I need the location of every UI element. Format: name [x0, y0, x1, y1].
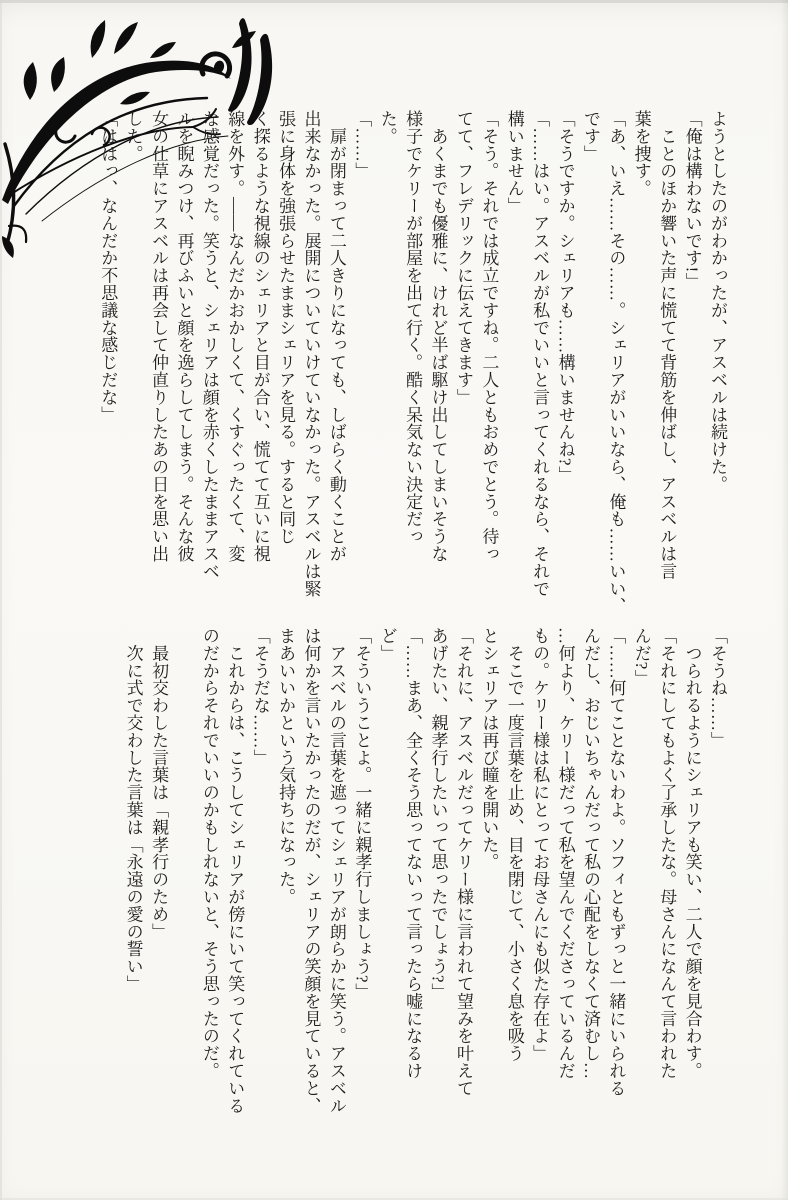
- text-column: 葉を捜す。: [631, 110, 651, 197]
- text-column: く探るような視線のシェリアと目が合い、慌てて互いに視: [250, 110, 270, 563]
- text-column: まあいいかという気持ちになった。: [276, 627, 296, 906]
- text-column: ど」: [377, 627, 397, 662]
- text-column: 「……はい。アスベルが私でいいと言ってくれるなら、それで: [530, 110, 550, 598]
- text-column: 「……何てことないわよ。ソフィともずっと一緒にいられる: [606, 627, 626, 1097]
- text-column: 「そうですか。シェリアも……構いませんね?」: [555, 110, 575, 484]
- text-column: 「あ、いえ……その……。シェリアがいいなら、俺も……いい、: [606, 110, 626, 615]
- text-column: 「そうだな……」: [250, 627, 270, 767]
- text-column: アスベルの言葉を遮ってシェリアが朗らかに笑う。アスベル: [326, 627, 346, 1115]
- text-column: [171, 627, 196, 1132]
- text-column: 女の仕草にアスベルは再会して仲直りしたあの日を思い出: [149, 110, 169, 563]
- text-column: これからは、こうしてシェリアが傍にいて笑ってくれている: [225, 627, 245, 1115]
- text-column: 次に式で交わした言葉は「永遠の愛の誓い」: [123, 627, 143, 993]
- text-column: ルを睨みつけ、再びふいと顔を逸らしてしまう。そんな彼: [174, 110, 194, 563]
- text-column: 「そう。それでは成立ですね。二人ともおめでとう。待っ: [479, 110, 499, 563]
- text-column: 張に身体を強張らせたままシェリアを見る。すると同じ: [276, 110, 296, 545]
- text-column: 様子でケリーが部屋を出て行く。酷く呆気ない決定だっ: [403, 110, 423, 545]
- text-column: 「そういうことよ。一緒に親孝行しましょう?」: [352, 627, 372, 1001]
- text-column: 「それにしてもよく了承したな。母さんになんて言われた: [657, 627, 677, 1080]
- scan-edge-right: [781, 0, 788, 1200]
- text-column: した。: [123, 110, 143, 163]
- text-column: 「それに、アスベルだってケリー様に言われて望みを叶えて: [453, 627, 473, 1097]
- text-column: ことのほか響いた声に慌てて背筋を伸ばし、アスベルは言: [657, 110, 677, 580]
- text-column: …何より、ケリー様だって私を望んでくださっているんだ: [555, 627, 575, 1080]
- text-column: そこで一度言葉を止め、目を閉じて、小さく息を吸う: [504, 627, 524, 1062]
- text-column: てて、フレデリックに伝えてきます」: [453, 110, 473, 406]
- text-column: 出来なかった。展開についていけていなかった。アスベルは緊: [301, 110, 321, 598]
- text-column: です」: [580, 110, 600, 163]
- text-column: つられるようにシェリアも笑い、二人で顔を見合わす。: [682, 627, 702, 1080]
- text-column: 「俺は構わないです!」: [682, 110, 702, 291]
- text-block-lower: [120, 627, 730, 1132]
- text-column: とシェリアは再び瞳を開いた。: [479, 627, 499, 871]
- scan-edge-top: [0, 0, 788, 3]
- text-column: んだ?」: [631, 627, 651, 688]
- text-column: 最初交わした言葉は「親孝行のため」: [149, 627, 169, 941]
- text-block-upper: [95, 110, 730, 615]
- text-column: 「……」: [352, 110, 372, 180]
- text-column: は何かを言いたかったのだが、シェリアの笑顔を見ていると、: [301, 627, 321, 1115]
- text-column: 線を外す。――なんだかおかしくて、くすぐったくて、変: [225, 110, 245, 563]
- text-column: 「そうね……」: [708, 627, 727, 749]
- text-column: んだし、おじいちゃんだって私の心配をしなくて済むし…: [580, 627, 600, 1080]
- text-column: あくまでも優雅に、けれど半ば駆け出してしまいそうな: [428, 110, 448, 563]
- text-column: 「……まあ、全くそう思ってないって言ったら嘘になるけ: [403, 627, 423, 1080]
- text-column: もの。ケリー様は私にとってお母さんにも似た存在よ」: [530, 627, 550, 1062]
- text-column: あげたい、親孝行したいって思ったでしょう?」: [428, 627, 448, 1001]
- text-column: な感覚だった。笑うと、シェリアは顔を赤くしたままアスベ: [199, 110, 219, 580]
- text-column: 構いません」: [504, 110, 524, 215]
- text-column: た。: [377, 110, 397, 145]
- text-column: ようとしたのがわかったが、アスベルは続けた。: [708, 110, 727, 493]
- text-column: 扉が閉まって二人きりになっても、しばらく動くことが: [326, 110, 346, 563]
- text-column: のだからそれでいいのかもしれないと、そう思ったのだ。: [199, 627, 219, 1080]
- text-column: 「ははっ、なんだか不思議な感じだな」: [98, 110, 118, 424]
